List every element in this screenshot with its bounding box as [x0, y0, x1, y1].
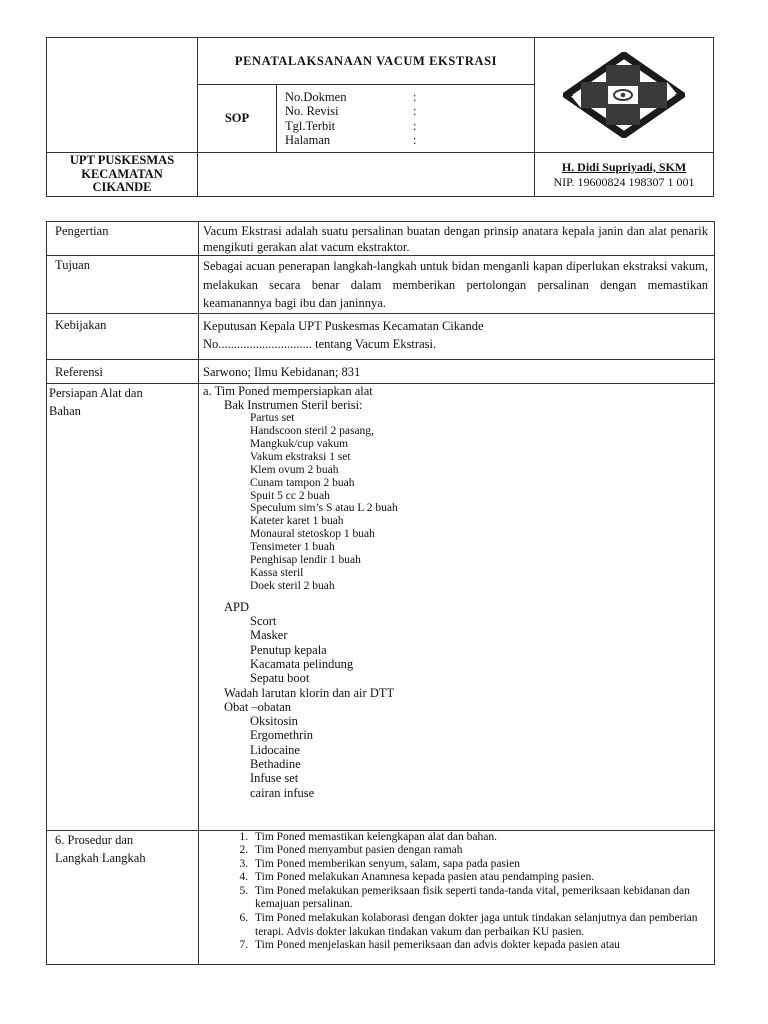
obat-item: Lidocaine: [250, 742, 300, 757]
label-persiapan: Persiapan Alat dan Bahan: [47, 383, 199, 830]
document-title: PENATALAKSANAAN VACUM EKSTRASI: [198, 38, 535, 85]
meta-row-no-dokmen: No.Dokmen :: [285, 89, 417, 104]
meta-row-no-revisi: No. Revisi :: [285, 104, 417, 118]
sop-label: SOP: [198, 85, 277, 153]
meta-row-halaman: Halaman :: [285, 133, 417, 147]
bak-instrumen-item: Vakum ekstraksi 1 set: [250, 450, 351, 463]
sop-content-table: [46, 221, 715, 965]
signature-block: [535, 153, 714, 197]
label-kebijakan: Kebijakan: [47, 313, 199, 359]
row-kebijakan: [47, 313, 715, 359]
apd-list: [203, 614, 708, 685]
prosedur-step: 1. Tim Poned memastikan kelengkapan alat dan bahan.: [251, 831, 708, 845]
bak-instrumen-item: Kateter karet 1 buah: [250, 515, 344, 528]
signer-name: H. Didi Supriyadi, SKM: [561, 159, 687, 174]
apd-item: Sepatu boot: [250, 671, 310, 686]
bak-instrumen-item: Doek steril 2 buah: [250, 579, 335, 592]
prosedur-step: 4. Tim Poned melakukan Anamnesa kepada pasien atau pendamping pasien.: [251, 871, 708, 885]
bak-instrumen-item: Cunam tampon 2 buah: [250, 476, 355, 489]
apd-title: APD: [224, 599, 250, 614]
prosedur-step: 6. Tim Poned melakukan kolaborasi dengan dokter jaga untuk tindakan selanjutnya dan pemberian terapi. Advis dokter lakukan tindakan vakum dan perbaikan KU pasien.: [251, 912, 708, 939]
bak-instrumen-item: Mangkuk/cup vakum: [250, 437, 349, 450]
logo-cell: [535, 38, 714, 153]
text-pengertian: Vacum Ekstrasi adalah suatu persalinan buatan dengan prinsip anatara kepala janin dan alat penarik mengikuti gerakan alat vacum ekstraktor.: [199, 222, 715, 256]
bak-instrumen-item: Speculum sim’s S atau L 2 buah: [250, 502, 398, 515]
obat-item: Oksitosin: [250, 714, 298, 729]
bak-instrumen-list: [203, 412, 708, 593]
content-persiapan: [199, 383, 715, 830]
row-persiapan: [47, 383, 715, 830]
label-tujuan: Tujuan: [47, 256, 199, 314]
row-referensi: [47, 359, 715, 383]
bak-instrumen-item: Monaural stetoskop 1 buah: [250, 528, 375, 541]
prosedur-step: 2. Tim Poned menyambut pasien dengan ramah: [251, 844, 708, 858]
bak-instrumen-item: Penghisap lendir 1 buah: [250, 554, 361, 567]
sop-header-table: [46, 37, 714, 197]
text-kebijakan: Keputusan Kepala UPT Puskesmas Kecamatan Cikande No.............................. tentang Vacum Ekstrasi.: [199, 313, 715, 359]
label-pengertian: Pengertian: [47, 222, 199, 256]
row-prosedur: [47, 830, 715, 964]
obat-item: Bethadine: [250, 757, 301, 772]
prosedur-steps: [203, 831, 708, 953]
signer-nip: NIP. 19600824 198307 1 001: [553, 174, 695, 189]
apd-item: Masker: [250, 628, 288, 643]
obat-list: [203, 714, 708, 800]
header-empty-cell: [198, 153, 535, 197]
health-cross-logo-icon: [563, 52, 685, 138]
obat-item: cairan infuse: [250, 785, 315, 800]
document-meta: [277, 85, 535, 153]
apd-item: Penutup kepala: [250, 642, 327, 657]
header-blank-cell: [47, 38, 198, 153]
label-referensi: Referensi: [47, 359, 199, 383]
content-prosedur: [199, 830, 715, 964]
meta-row-tgl-terbit: Tgl.Terbit :: [285, 118, 417, 133]
row-tujuan: [47, 256, 715, 314]
obat-title: Obat –obatan: [224, 699, 291, 714]
bak-instrumen-item: Klem ovum 2 buah: [250, 463, 339, 476]
persiapan-intro: a. Tim Poned mempersiapkan alat: [203, 383, 373, 398]
bak-instrumen-item: Tensimeter 1 buah: [250, 541, 335, 554]
bak-instrumen-item: Kassa steril: [250, 566, 304, 579]
apd-item: Kacamata pelindung: [250, 656, 354, 671]
bak-instrumen-title: Bak Instrumen Steril berisi:: [224, 397, 363, 412]
apd-item: Scort: [250, 614, 277, 629]
text-tujuan: Sebagai acuan penerapan langkah-langkah untuk bidan menganli kapan diperlukan ekstraksi vakum, melakukan secara benar dalam memberikan pertolongan persalinan dengan memastikan keamanannya bagi ibu dan janinnya.: [199, 256, 715, 314]
prosedur-step: 3. Tim Poned memberikan senyum, salam, sapa pada pasien: [251, 858, 708, 872]
obat-item: Infuse set: [250, 771, 299, 786]
obat-item: Ergomethrin: [250, 728, 313, 743]
label-prosedur: 6. Prosedur dan Langkah Langkah: [47, 830, 199, 964]
bak-instrumen-item: Partus set: [250, 412, 295, 425]
organization-name: UPT PUSKESMAS KECAMATAN CIKANDE: [47, 153, 198, 197]
text-referensi: Sarwono; Ilmu Kebidanan; 831: [199, 359, 715, 383]
prosedur-step: 7. Tim Poned menjelaskan hasil pemeriksaan dan advis dokter kepada pasien atau: [251, 939, 708, 953]
bak-instrumen-item: Handscoon steril 2 pasang,: [250, 425, 374, 437]
wadah-item: Wadah larutan klorin dan air DTT: [224, 685, 395, 700]
prosedur-step: 5. Tim Poned melakukan pemeriksaan fisik seperti tanda-tanda vital, pemeriksaan kebidanan dan kemajuan persalinan.: [251, 885, 708, 912]
bak-instrumen-item: Spuit 5 cc 2 buah: [250, 489, 330, 502]
row-pengertian: [47, 222, 715, 256]
